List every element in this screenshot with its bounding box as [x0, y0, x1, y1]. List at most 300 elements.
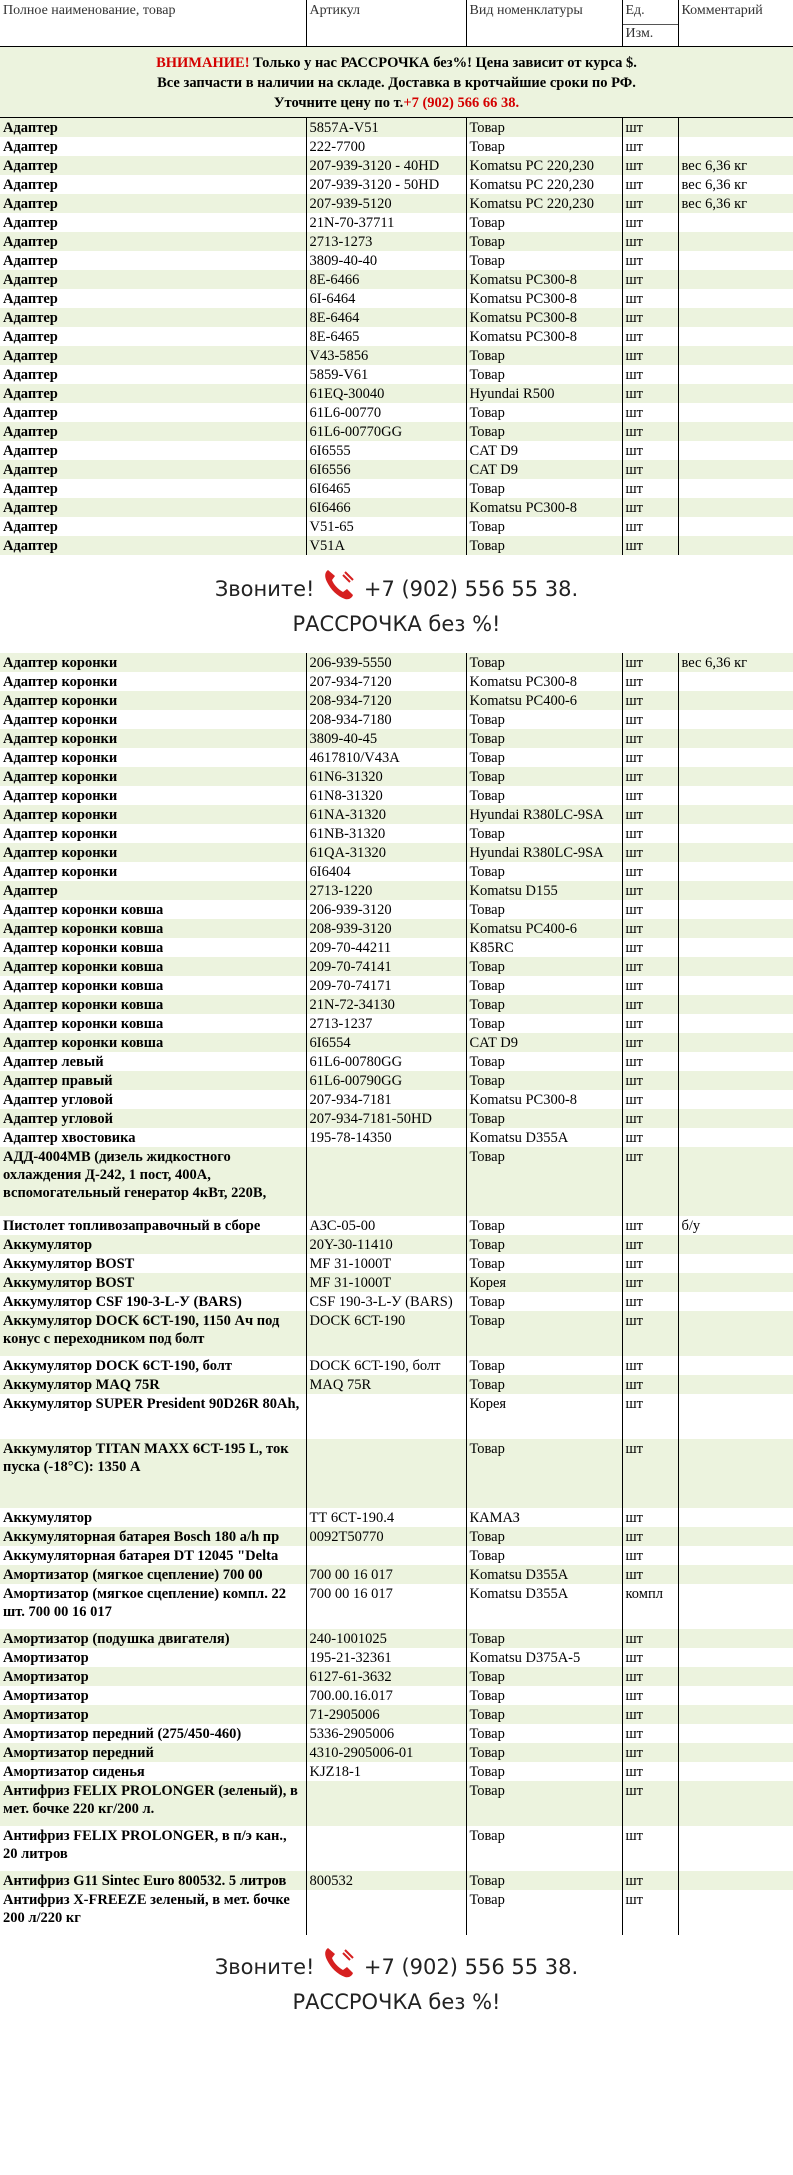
table-row — [0, 1890, 793, 1935]
table-row — [0, 1216, 793, 1235]
cell-name: Адаптер коронки — [0, 786, 306, 805]
cell-comment — [678, 672, 793, 691]
cell-kind: Komatsu D155 — [466, 881, 622, 900]
cell-name: Адаптер — [0, 308, 306, 327]
table-row — [0, 251, 793, 270]
cell-article: 2713-1220 — [306, 881, 466, 900]
cell-kind: Товар — [466, 1781, 622, 1826]
cell-comment — [678, 919, 793, 938]
cell-kind: Товар — [466, 517, 622, 536]
cell-comment — [678, 1648, 793, 1667]
cell-kind: Товар — [466, 1762, 622, 1781]
cell-comment: вес 6,36 кг — [678, 653, 793, 672]
cell-unit: шт — [622, 1439, 678, 1508]
cell-kind: Hyundai R500 — [466, 384, 622, 403]
table-row — [0, 1128, 793, 1147]
cell-kind: Товар — [466, 1667, 622, 1686]
cell-comment — [678, 691, 793, 710]
table-row — [0, 1014, 793, 1033]
cell-unit: шт — [622, 1052, 678, 1071]
cell-kind: Komatsu PC400-6 — [466, 919, 622, 938]
cell-unit: шт — [622, 460, 678, 479]
cell-article: 207-939-3120 - 50HD — [306, 175, 466, 194]
cell-article: 209-70-74171 — [306, 976, 466, 995]
cell-comment — [678, 1033, 793, 1052]
cell-kind: Komatsu PC300-8 — [466, 327, 622, 346]
cell-unit: шт — [622, 1629, 678, 1648]
cell-kind: Товар — [466, 536, 622, 555]
cell-article — [306, 1781, 466, 1826]
cell-article: АЗС-05-00 — [306, 1216, 466, 1235]
cell-kind: Товар — [466, 1147, 622, 1216]
call-banner-2 — [0, 1935, 793, 2021]
cell-comment — [678, 384, 793, 403]
cell-unit: шт — [622, 691, 678, 710]
header-kind: Вид номенклатуры — [466, 0, 622, 47]
cell-unit: шт — [622, 1527, 678, 1546]
cell-name: Адаптер — [0, 118, 306, 137]
cell-name: Адаптер коронки — [0, 767, 306, 786]
cell-unit: шт — [622, 156, 678, 175]
cell-article: MAQ 75R — [306, 1375, 466, 1394]
cell-name: Адаптер — [0, 498, 306, 517]
table-row — [0, 1109, 793, 1128]
cell-name: Адаптер коронки — [0, 672, 306, 691]
table-row — [0, 1033, 793, 1052]
cell-kind: Товар — [466, 346, 622, 365]
table-row — [0, 1781, 793, 1826]
table-row — [0, 460, 793, 479]
cell-name: Адаптер — [0, 881, 306, 900]
cell-article: 21N-72-34130 — [306, 995, 466, 1014]
cell-name: Адаптер — [0, 479, 306, 498]
table-row — [0, 1439, 793, 1508]
cell-name: Адаптер коронки ковша — [0, 900, 306, 919]
table-row — [0, 1052, 793, 1071]
cell-name: Антифриз X-FREEZE зеленый, в мет. бочке 200 л/220 кг — [0, 1890, 306, 1935]
table-row — [0, 1071, 793, 1090]
cell-comment — [678, 1090, 793, 1109]
cell-comment — [678, 938, 793, 957]
cell-kind: Товар — [466, 995, 622, 1014]
header-unit-top: Ед. — [625, 3, 645, 18]
cell-name: Амортизатор — [0, 1648, 306, 1667]
cell-name: Адаптер — [0, 384, 306, 403]
cell-name: Адаптер — [0, 289, 306, 308]
cell-unit: шт — [622, 748, 678, 767]
cell-comment — [678, 118, 793, 137]
notice-cell — [0, 47, 793, 118]
cell-name: АДД-4004МВ (дизель жидкостного охлаждения Д-242, 1 пост, 400А, вспомогательный генератор 4кВт, 220В, — [0, 1147, 306, 1216]
cell-comment — [678, 1546, 793, 1565]
cell-unit: шт — [622, 919, 678, 938]
table-row — [0, 1090, 793, 1109]
cell-article: 61NB-31320 — [306, 824, 466, 843]
cell-article: 4310-2905006-01 — [306, 1743, 466, 1762]
table-row — [0, 156, 793, 175]
table-row — [0, 365, 793, 384]
cell-comment — [678, 441, 793, 460]
cell-kind: Hyundai R380LC-9SA — [466, 843, 622, 862]
cell-name: Адаптер — [0, 137, 306, 156]
cell-comment — [678, 1584, 793, 1629]
cell-unit: шт — [622, 213, 678, 232]
table-row — [0, 327, 793, 346]
cell-article: 207-934-7120 — [306, 672, 466, 691]
cell-name: Амортизатор передний (275/450-460) — [0, 1724, 306, 1743]
cell-kind: Товар — [466, 118, 622, 137]
cell-unit: шт — [622, 1890, 678, 1935]
cell-unit: шт — [622, 710, 678, 729]
cell-unit: шт — [622, 1546, 678, 1565]
cell-comment — [678, 1439, 793, 1508]
cell-name: Амортизатор — [0, 1705, 306, 1724]
cell-article: 207-934-7181-50HD — [306, 1109, 466, 1128]
cell-name: Адаптер правый — [0, 1071, 306, 1090]
cell-name: Аккумуляторная батарея DT 12045 "Delta — [0, 1546, 306, 1565]
cell-comment — [678, 1273, 793, 1292]
table-row — [0, 498, 793, 517]
cell-unit: шт — [622, 1235, 678, 1254]
cell-unit: шт — [622, 1254, 678, 1273]
cell-kind: Товар — [466, 1686, 622, 1705]
cell-name: Адаптер — [0, 403, 306, 422]
cell-name: Адаптер коронки ковша — [0, 1014, 306, 1033]
cell-kind: Товар — [466, 365, 622, 384]
table-row — [0, 862, 793, 881]
cell-comment — [678, 748, 793, 767]
cell-unit: шт — [622, 137, 678, 156]
header-unit — [622, 0, 678, 47]
cell-unit: шт — [622, 1071, 678, 1090]
cell-article: 222-7700 — [306, 137, 466, 156]
cell-comment — [678, 517, 793, 536]
cell-comment — [678, 422, 793, 441]
cell-comment — [678, 1762, 793, 1781]
table-row — [0, 767, 793, 786]
cell-article: 195-21-32361 — [306, 1648, 466, 1667]
cell-comment — [678, 1890, 793, 1935]
cell-kind: Hyundai R380LC-9SA — [466, 805, 622, 824]
cell-kind: Товар — [466, 1311, 622, 1356]
cell-kind: Товар — [466, 786, 622, 805]
cell-comment — [678, 232, 793, 251]
cell-unit: шт — [622, 672, 678, 691]
cell-article: 700.00.16.017 — [306, 1686, 466, 1705]
header-name: Полное наименование, товар — [0, 0, 306, 47]
cell-kind: Товар — [466, 1292, 622, 1311]
cell-unit: шт — [622, 327, 678, 346]
cell-article: V51A — [306, 536, 466, 555]
cell-comment — [678, 327, 793, 346]
table-row — [0, 1686, 793, 1705]
cell-kind: Товар — [466, 900, 622, 919]
cell-comment — [678, 403, 793, 422]
cell-article: 20Y-30-11410 — [306, 1235, 466, 1254]
cell-comment — [678, 1565, 793, 1584]
cell-article — [306, 1826, 466, 1871]
cell-kind: CAT D9 — [466, 460, 622, 479]
table-row — [0, 1826, 793, 1871]
cell-comment — [678, 479, 793, 498]
cell-name: Адаптер коронки — [0, 653, 306, 672]
cell-comment — [678, 1871, 793, 1890]
cell-name: Адаптер коронки ковша — [0, 919, 306, 938]
cell-unit: шт — [622, 232, 678, 251]
cell-name: Адаптер коронки — [0, 824, 306, 843]
table-row — [0, 517, 793, 536]
cell-article: 6I6404 — [306, 862, 466, 881]
cell-article: 206-939-3120 — [306, 900, 466, 919]
cell-unit: шт — [622, 881, 678, 900]
cell-unit: шт — [622, 175, 678, 194]
cell-kind: Товар — [466, 1871, 622, 1890]
cell-article: 209-70-74141 — [306, 957, 466, 976]
table-row — [0, 536, 793, 555]
cell-article: 61L6-00790GG — [306, 1071, 466, 1090]
cell-article: MF 31-1000T — [306, 1254, 466, 1273]
table-row — [0, 824, 793, 843]
cell-name: Антифриз G11 Sintec Euro 800532. 5 литров — [0, 1871, 306, 1890]
cell-unit: шт — [622, 118, 678, 137]
cell-kind: Komatsu D355A — [466, 1128, 622, 1147]
table-row — [0, 289, 793, 308]
cell-kind: CAT D9 — [466, 441, 622, 460]
table-row — [0, 1508, 793, 1527]
cell-article: 71-2905006 — [306, 1705, 466, 1724]
cell-comment — [678, 805, 793, 824]
cell-comment — [678, 1311, 793, 1356]
cell-name: Амортизатор сиденья — [0, 1762, 306, 1781]
cell-name: Адаптер — [0, 232, 306, 251]
cell-article: MF 31-1000T — [306, 1273, 466, 1292]
cell-name: Аккумулятор BOST — [0, 1273, 306, 1292]
cell-unit: шт — [622, 1014, 678, 1033]
cell-article: 206-939-5550 — [306, 653, 466, 672]
table-row — [0, 270, 793, 289]
table-row — [0, 1705, 793, 1724]
cell-kind: Товар — [466, 1890, 622, 1935]
cell-kind: Товар — [466, 1705, 622, 1724]
cell-kind: Товар — [466, 1629, 622, 1648]
table-row — [0, 1235, 793, 1254]
header-table — [0, 0, 793, 118]
cell-name: Адаптер — [0, 156, 306, 175]
cell-comment: б/у — [678, 1216, 793, 1235]
cell-article: ТТ 6СТ-190.4 — [306, 1508, 466, 1527]
notice-row — [0, 47, 793, 118]
table-row — [0, 1546, 793, 1565]
cell-unit: шт — [622, 1033, 678, 1052]
banner-1-phone: +7 (902) 556 55 38. — [363, 577, 579, 601]
cell-name: Адаптер коронки — [0, 729, 306, 748]
cell-unit: шт — [622, 346, 678, 365]
notice-phone: +7 (902) 566 66 38. — [403, 95, 520, 111]
cell-comment — [678, 881, 793, 900]
cell-unit: шт — [622, 1648, 678, 1667]
cell-article: DOCK 6CT-190, болт — [306, 1356, 466, 1375]
cell-comment: вес 6,36 кг — [678, 175, 793, 194]
table-row — [0, 118, 793, 137]
cell-comment — [678, 786, 793, 805]
cell-name: Антифриз FELIX PROLONGER, в п/э кан., 20 литров — [0, 1826, 306, 1871]
cell-article — [306, 1546, 466, 1565]
cell-name: Адаптер коронки ковша — [0, 995, 306, 1014]
cell-kind: Корея — [466, 1273, 622, 1292]
table-row — [0, 805, 793, 824]
cell-comment — [678, 995, 793, 1014]
cell-unit: шт — [622, 653, 678, 672]
cell-article: 208-939-3120 — [306, 919, 466, 938]
cell-comment — [678, 1705, 793, 1724]
cell-unit: шт — [622, 270, 678, 289]
cell-comment — [678, 137, 793, 156]
cell-kind: Товар — [466, 1356, 622, 1375]
cell-name: Адаптер — [0, 194, 306, 213]
table-row — [0, 900, 793, 919]
cell-kind: Komatsu PC300-8 — [466, 498, 622, 517]
cell-unit: шт — [622, 498, 678, 517]
cell-article: 800532 — [306, 1871, 466, 1890]
cell-unit: шт — [622, 1724, 678, 1743]
table-row — [0, 1273, 793, 1292]
cell-name: Адаптер — [0, 365, 306, 384]
cell-article: 8E-6465 — [306, 327, 466, 346]
cell-name: Адаптер — [0, 175, 306, 194]
cell-comment — [678, 308, 793, 327]
cell-kind: Товар — [466, 729, 622, 748]
cell-unit: шт — [622, 1128, 678, 1147]
cell-unit: шт — [622, 289, 678, 308]
table-row — [0, 308, 793, 327]
table-row — [0, 843, 793, 862]
call-banner-1 — [0, 555, 793, 653]
cell-unit: шт — [622, 957, 678, 976]
cell-kind: Komatsu PC300-8 — [466, 308, 622, 327]
table-row — [0, 384, 793, 403]
cell-comment — [678, 213, 793, 232]
cell-kind: Komatsu PC300-8 — [466, 270, 622, 289]
table-row — [0, 976, 793, 995]
table-row — [0, 1311, 793, 1356]
cell-comment — [678, 1781, 793, 1826]
cell-name: Адаптер — [0, 536, 306, 555]
cell-article: 6I6554 — [306, 1033, 466, 1052]
cell-kind: K85RC — [466, 938, 622, 957]
cell-article: 5859-V61 — [306, 365, 466, 384]
cell-kind: Товар — [466, 1216, 622, 1235]
table-row — [0, 691, 793, 710]
cell-comment — [678, 976, 793, 995]
notice-line-1-text: Только у нас РАССРОЧКА без%! Цена зависит от курса $. — [249, 55, 637, 71]
cell-article: 208-934-7120 — [306, 691, 466, 710]
cell-article: 700 00 16 017 — [306, 1565, 466, 1584]
cell-comment — [678, 1527, 793, 1546]
cell-comment — [678, 957, 793, 976]
cell-unit: шт — [622, 824, 678, 843]
cell-kind: Komatsu PC 220,230 — [466, 194, 622, 213]
cell-unit: шт — [622, 843, 678, 862]
cell-kind: Товар — [466, 213, 622, 232]
cell-kind: Komatsu PC400-6 — [466, 691, 622, 710]
table-row — [0, 1584, 793, 1629]
cell-unit: шт — [622, 1273, 678, 1292]
cell-kind: Товар — [466, 1546, 622, 1565]
cell-name: Антифриз FELIX PROLONGER (зеленый), в мет. бочке 220 кг/200 л. — [0, 1781, 306, 1826]
cell-unit: шт — [622, 900, 678, 919]
products-table-2 — [0, 653, 793, 1935]
cell-unit: шт — [622, 805, 678, 824]
cell-article: DOCK 6CT-190 — [306, 1311, 466, 1356]
cell-kind: Товар — [466, 862, 622, 881]
table-row — [0, 1147, 793, 1216]
cell-article: 700 00 16 017 — [306, 1584, 466, 1629]
cell-comment — [678, 1394, 793, 1439]
table-row — [0, 1648, 793, 1667]
cell-name: Адаптер — [0, 460, 306, 479]
cell-unit: шт — [622, 1667, 678, 1686]
cell-name: Адаптер коронки — [0, 862, 306, 881]
cell-kind: Товар — [466, 1235, 622, 1254]
cell-comment — [678, 1724, 793, 1743]
cell-unit: шт — [622, 308, 678, 327]
cell-article — [306, 1394, 466, 1439]
cell-unit: шт — [622, 536, 678, 555]
table-row — [0, 1629, 793, 1648]
cell-name: Аккумулятор BOST — [0, 1254, 306, 1273]
cell-comment — [678, 1254, 793, 1273]
cell-unit: шт — [622, 862, 678, 881]
cell-kind: Товар — [466, 1439, 622, 1508]
header-article: Артикул — [306, 0, 466, 47]
cell-article: 61EQ-30040 — [306, 384, 466, 403]
banner-2-installment: РАССРОЧКА без %! — [292, 1990, 501, 2014]
cell-name: Адаптер — [0, 346, 306, 365]
table-row — [0, 137, 793, 156]
cell-comment — [678, 251, 793, 270]
table-row — [0, 1527, 793, 1546]
cell-kind: Komatsu D355A — [466, 1565, 622, 1584]
cell-kind: Товар — [466, 251, 622, 270]
table-row — [0, 1375, 793, 1394]
cell-comment — [678, 1667, 793, 1686]
cell-kind: Товар — [466, 1071, 622, 1090]
table-row — [0, 729, 793, 748]
cell-unit: шт — [622, 479, 678, 498]
cell-comment — [678, 1826, 793, 1871]
cell-unit: шт — [622, 786, 678, 805]
cell-unit: шт — [622, 1743, 678, 1762]
table-row — [0, 881, 793, 900]
cell-article: 207-939-3120 - 40HD — [306, 156, 466, 175]
cell-comment — [678, 1128, 793, 1147]
cell-unit: шт — [622, 251, 678, 270]
cell-kind: Komatsu PC300-8 — [466, 289, 622, 308]
cell-name: Адаптер коронки ковша — [0, 976, 306, 995]
cell-kind: Корея — [466, 1394, 622, 1439]
table-row — [0, 957, 793, 976]
cell-comment: вес 6,36 кг — [678, 156, 793, 175]
cell-kind: Komatsu D375A-5 — [466, 1648, 622, 1667]
cell-name: Аккумулятор TITAN MAXX 6CT-195 L, ток пуска (-18°С): 1350 А — [0, 1439, 306, 1508]
cell-comment — [678, 1147, 793, 1216]
table-row — [0, 213, 793, 232]
cell-kind: Komatsu PC300-8 — [466, 672, 622, 691]
cell-name: Адаптер коронки — [0, 710, 306, 729]
cell-article: 6I6555 — [306, 441, 466, 460]
table-row — [0, 194, 793, 213]
cell-name: Адаптер коронки ковша — [0, 1033, 306, 1052]
